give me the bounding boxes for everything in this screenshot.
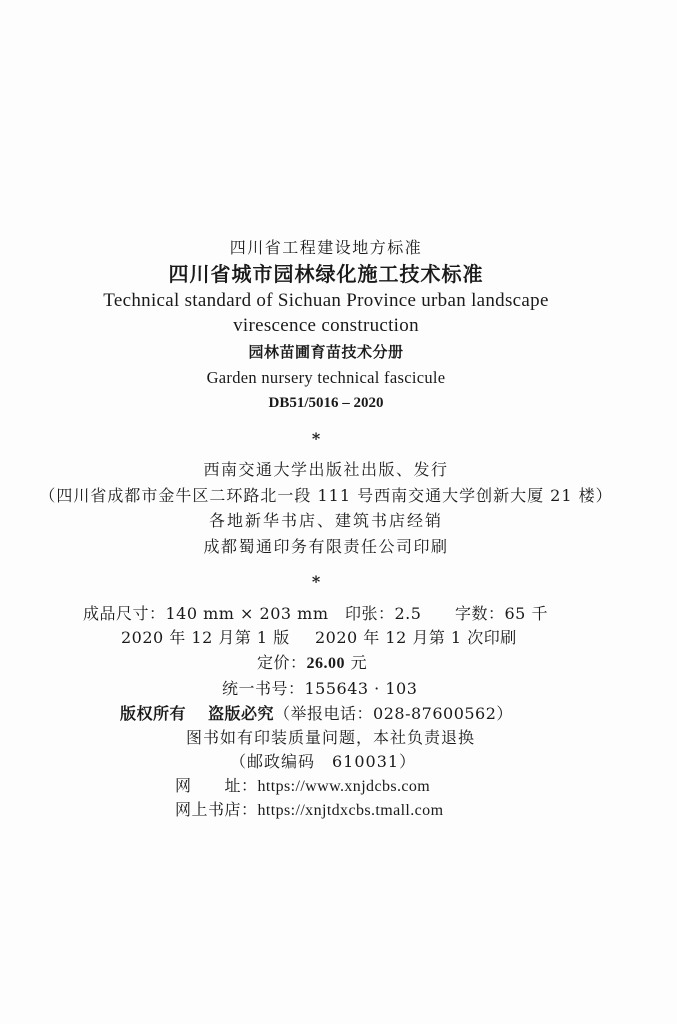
- website-url: https://www.xnjdcbs.com: [257, 778, 431, 795]
- publisher-line: 西南交通大学出版社出版、发行: [203, 460, 449, 479]
- title-english-line-1: Technical standard of Sichuan Province urban landscape: [103, 290, 549, 311]
- price-unit: 元: [345, 653, 368, 672]
- standard-code: DB51/5016 – 2020: [268, 395, 384, 411]
- price-label: 定价：: [257, 653, 307, 672]
- word-count: 字数：65 千: [455, 604, 548, 623]
- online-store-label: 网上书店：: [175, 800, 258, 819]
- publisher-address: （四川省成都市金牛区二环路北一段 111 号西南交通大学创新大厦 21 楼）: [39, 486, 613, 505]
- website-label: 网 址：: [175, 776, 258, 795]
- standard-series: 四川省工程建设地方标准: [229, 238, 423, 257]
- title-chinese: 四川省城市园林绿化施工技术标准: [168, 262, 484, 286]
- separator-star: *: [311, 572, 321, 591]
- postal-code: （邮政编码 610031）: [230, 752, 417, 771]
- printer-line: 成都蜀通印务有限责任公司印刷: [203, 537, 449, 556]
- price-value: 26.00: [306, 655, 346, 672]
- all-rights-reserved: 版权所有: [120, 704, 187, 723]
- printing-date: 2020 年 12 月第 1 次印刷: [315, 628, 517, 647]
- trim-size: 成品尺寸：140 mm × 203 mm: [83, 604, 329, 623]
- separator-star: *: [311, 429, 321, 448]
- return-policy-notice: 图书如有印装质量问题，本社负责退换: [186, 728, 476, 747]
- piracy-warning: 盗版必究: [208, 704, 275, 723]
- price: [257, 652, 367, 675]
- copyright-notice: [120, 703, 513, 725]
- online-store-url: https://xnjtdxcbs.tmall.com: [257, 802, 444, 819]
- printed-sheets: 印张：2.5: [345, 604, 422, 623]
- title-english-line-2: virescence construction: [233, 315, 419, 336]
- edition-date: 2020 年 12 月第 1 版: [121, 628, 290, 647]
- report-hotline: （举报电话：028-87600562）: [274, 704, 513, 723]
- online-store-line: [175, 799, 443, 822]
- website-line: [175, 775, 430, 798]
- fascicle-title-english: Garden nursery technical fascicule: [206, 368, 446, 387]
- fascicle-title-chinese: 园林苗圃育苗技术分册: [248, 343, 404, 361]
- unified-book-number: 统一书号：155643 · 103: [222, 679, 418, 698]
- distributor-line: 各地新华书店、建筑书店经销: [208, 511, 443, 530]
